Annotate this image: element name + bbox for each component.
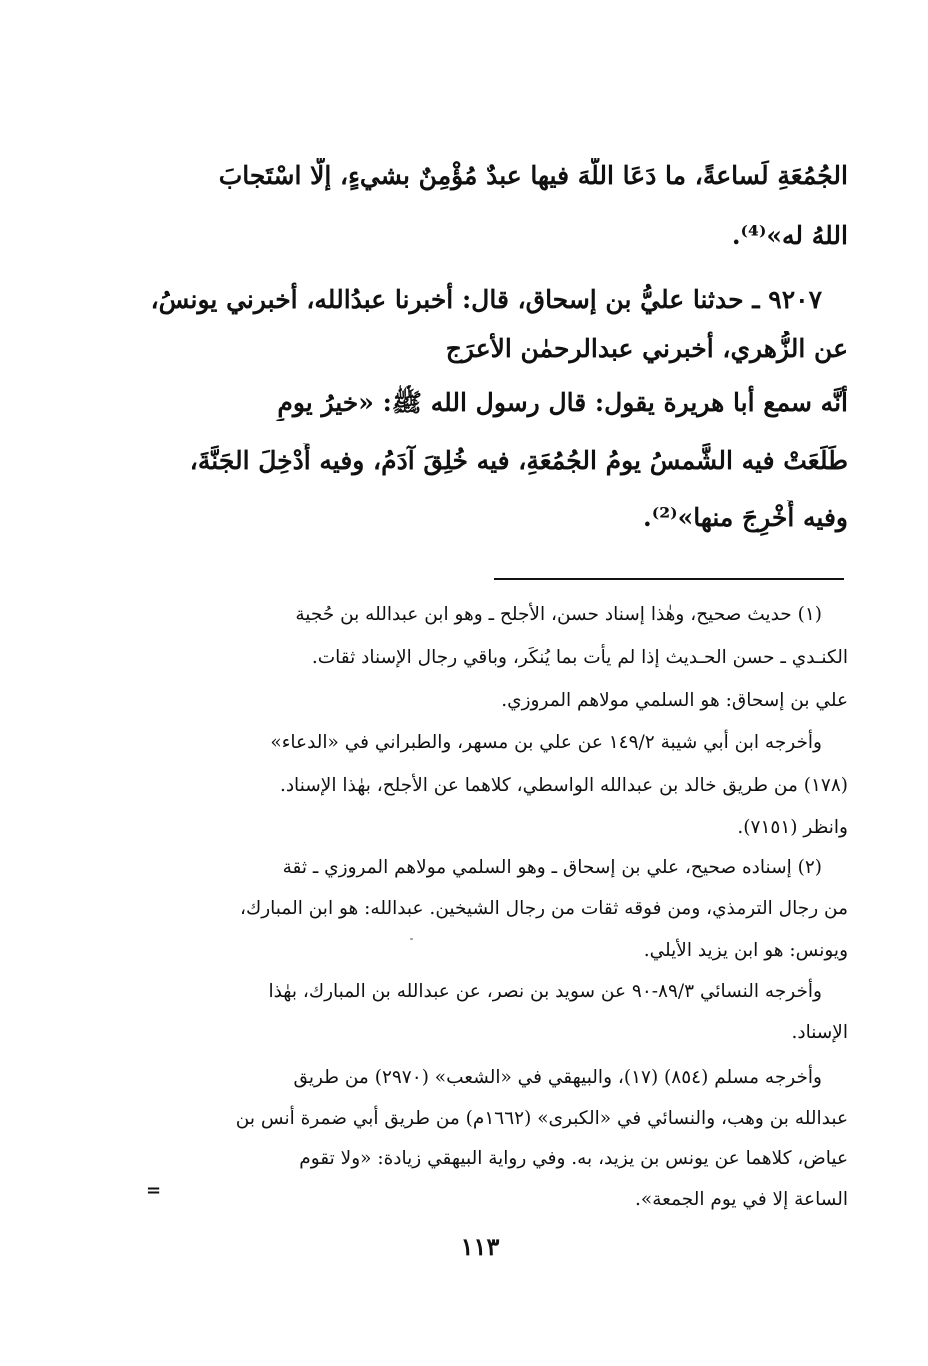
main-text-line: اللهُ له»⁽⁴⁾. xyxy=(731,221,848,250)
footnote-line: وأخرجه مسلم (٨٥٤) (١٧)، والبيهقي في «الشعب» (٢٩٧٠) من طريق xyxy=(293,1067,822,1088)
matn-line: وفيه أُخْرِجَ منها»⁽²⁾. xyxy=(643,503,848,532)
page-number: ١١٣ xyxy=(460,1232,500,1261)
footnote-line: الإسناد. xyxy=(791,1022,848,1043)
footnote-line: وأخرجه ابن أبي شيبة ١٤٩/٢ عن علي بن مسهر، والطبراني في «الدعاء» xyxy=(270,732,822,753)
footnote-line: ويونس: هو ابن يزيد الأيلي. xyxy=(643,940,848,961)
footnote-line: من رجال الترمذي، ومن فوقه ثقات من رجال الشيخين. عبدالله: هو ابن المبارك، xyxy=(240,898,848,919)
hadith-number-line: ٩٢٠٧ ـ حدثنا عليُّ بن إسحاق، قال: أخبرنا عبدُالله، أخبرني يونسُ، xyxy=(150,285,822,314)
footnote-line: عبدالله بن وهب، والنسائي في «الكبرى» (١٦٦٢م) من طريق أبي ضمرة أنس بن xyxy=(235,1108,848,1129)
footnote-line: (٢) إسناده صحيح، علي بن إسحاق ـ وهو السلمي مولاهم المروزي ـ ثقة xyxy=(282,857,822,878)
main-text-line: الجُمُعَةِ لَساعةً، ما دَعَا اللَّهَ فيها عبدٌ مُؤْمِنٌ بشيءٍ، إلَّا اسْتَجابَ xyxy=(218,161,848,190)
footnote-line: الساعة إلا في يوم الجمعة». xyxy=(635,1189,848,1210)
footnote-continuation-mark: = xyxy=(146,1180,162,1201)
footnote-line: علي بن إسحاق: هو السلمي مولاهم المروزي. xyxy=(501,690,848,711)
footnote-separator xyxy=(494,578,844,580)
footnote-line: وانظر (٧١٥١). xyxy=(737,817,848,838)
footnote-line: الكنـدي ـ حسن الحـديث إذا لم يأت بما يُنكَر، وباقي رجال الإسناد ثقات. xyxy=(311,647,848,668)
footnote-line: (١٧٨) من طريق خالد بن عبدالله الواسطي، كلاهما عن الأجلح، بهٰذا الإسناد. xyxy=(279,775,848,796)
scan-speck xyxy=(410,938,413,940)
footnote-line: عياض، كلاهما عن يونس بن يزيد، به. وفي رواية البيهقي زيادة: «ولا تقوم xyxy=(299,1148,848,1169)
footnote-line: (١) حديث صحيح، وهٰذا إسناد حسن، الأجلح ـ وهو ابن عبدالله بن حُجية xyxy=(295,604,822,625)
isnad-line: عن الزُّهري، أخبرني عبدالرحمٰن الأعرَج xyxy=(445,334,848,363)
matn-line: أنَّه سمع أبا هريرة يقول: قال رسول الله ﷺ: «خيرُ يومٍ xyxy=(277,388,848,417)
footnote-line: وأخرجه النسائي ٨٩/٣-٩٠ عن سويد بن نصر، عن عبدالله بن المبارك، بهٰذا xyxy=(268,981,822,1002)
matn-line: طَلَعَتْ فيه الشَّمسُ يومُ الجُمُعَةِ، فيه خُلِقَ آدَمُ، وفيه أُدْخِلَ الجَنَّةَ، xyxy=(189,446,848,475)
